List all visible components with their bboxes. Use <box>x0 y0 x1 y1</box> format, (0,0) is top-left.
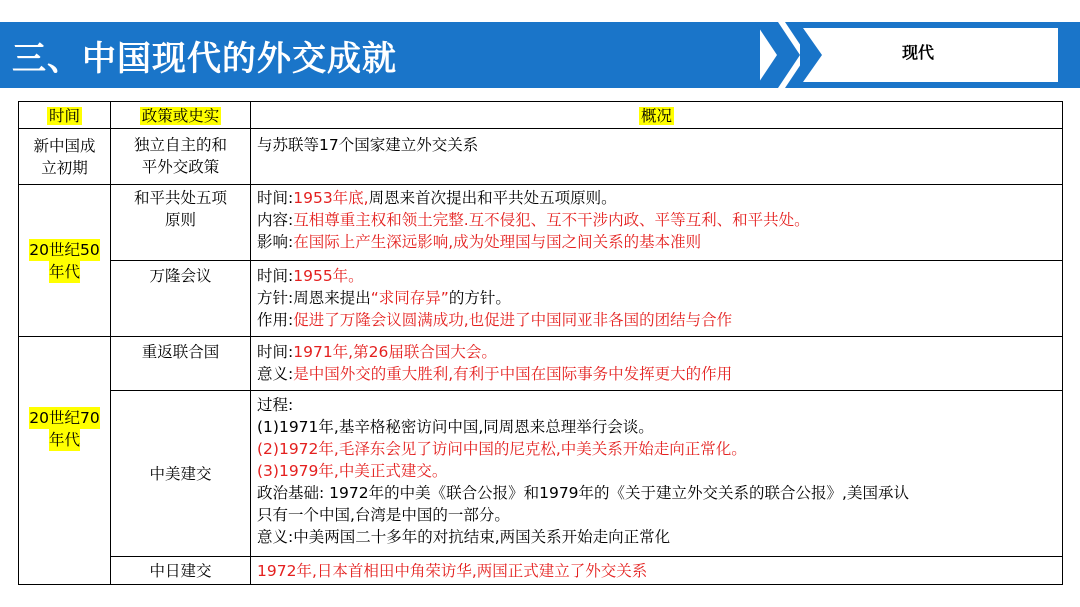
header-overview: 概况 <box>251 102 1063 129</box>
event-cell: 万隆会议 <box>111 261 251 337</box>
subject-label: 现代 <box>902 43 935 62</box>
overview-cell: 与苏联等17个国家建立外交关系 <box>251 129 1063 185</box>
table-row <box>19 391 1063 557</box>
period-cell-70s: 20世纪70 年代 <box>19 337 111 585</box>
overview-cell: 时间:1971年,第26届联合国大会。 意义:是中国外交的重大胜利,有利于中国在国际事务中发挥更大的作用 <box>251 337 1063 391</box>
page-title: 三、中国现代的外交成就 <box>12 39 397 79</box>
event-cell: 中美建交 <box>111 391 251 557</box>
table-row <box>19 557 1063 585</box>
table-row <box>19 337 1063 391</box>
overview-cell: 过程: (1)1971年,基辛格秘密访问中国,同周恩来总理举行会谈。 (2)1972年,毛泽东会见了访问中国的尼克松,中美关系开始走向正常化。 (3)1979年,中美正式建交。 政治基础: 1972年的中美《联合公报》和1979年的《关于建立外交关系的联合公报》,美国承认 只有一个中国,台湾是中国的一部分。 意义:中美两国二十多年的对抗结束,两国关系开始走向正常化 <box>251 391 1063 557</box>
event-cell: 重返联合国 <box>111 337 251 391</box>
period-cell-50s: 20世纪50 年代 <box>19 185 111 337</box>
overview-cell: 时间:1955年。 方针:周恩来提出“求同存异”的方针。 作用:促进了万隆会议圆满成功,也促进了中国同亚非各国的团结与合作 <box>251 261 1063 337</box>
table-row <box>19 261 1063 337</box>
event-cell: 独立自主的和 平外交政策 <box>111 129 251 185</box>
time-cell: 新中国成 立初期 <box>19 129 111 185</box>
event-cell: 和平共处五项 原则 <box>111 185 251 261</box>
overview-cell: 1972年,日本首相田中角荣访华,两国正式建立了外交关系 <box>251 557 1063 585</box>
diplomacy-table <box>18 101 1063 585</box>
header-time: 时间 <box>19 102 111 129</box>
table-header-row <box>19 102 1063 129</box>
overview-cell: 时间:1953年底,周恩来首次提出和平共处五项原则。 内容:互相尊重主权和领土完整.互不侵犯、互不干涉内政、平等互利、和平共处。 影响:在国际上产生深远影响,成为处理国与国之间关系的基本准则 <box>251 185 1063 261</box>
header-policy: 政策或史实 <box>111 102 251 129</box>
event-cell: 中日建交 <box>111 557 251 585</box>
table-row <box>19 185 1063 261</box>
table-row <box>19 129 1063 185</box>
